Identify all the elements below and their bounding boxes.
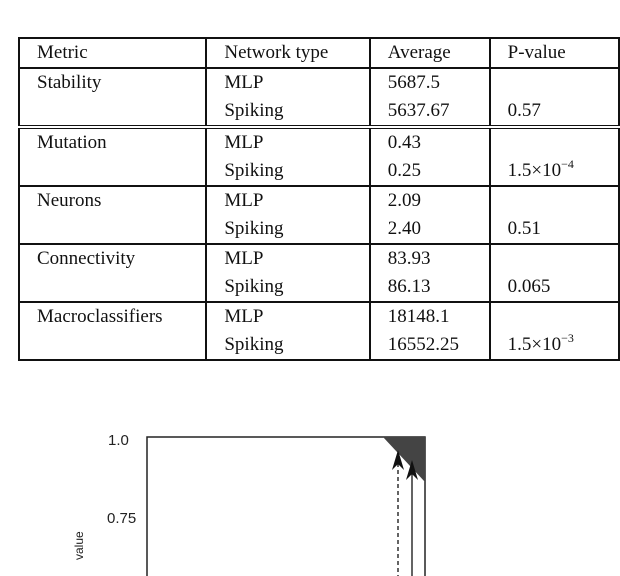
network-type-cell-text: Spiking — [224, 276, 284, 297]
p-value-cell-text: 0.51 — [507, 218, 541, 239]
header-network-type: Network type — [206, 38, 369, 68]
metric-cell-text: Macroclassifiers — [37, 306, 163, 327]
p-value-cell-text: 0.065 — [507, 276, 551, 297]
p-value-cell-text: 1.5×10 — [507, 334, 562, 355]
y-axis-label: value — [72, 531, 86, 560]
average-cell-text: 0.43 — [387, 132, 422, 153]
average-cell-text: 5687.5 — [387, 72, 441, 93]
header-metric: Metric — [19, 38, 206, 68]
average-cell-text: 18148.1 — [387, 306, 450, 327]
average-cell-text: 86.13 — [387, 276, 431, 297]
average-cell-text: 83.93 — [387, 248, 431, 269]
header-average: Average — [370, 38, 490, 68]
p-value-exponent: −3 — [561, 331, 574, 345]
network-type-cell-text: MLP — [224, 306, 264, 327]
network-type-cell-text: Spiking — [224, 218, 284, 239]
metric-cell-text: Stability — [37, 72, 102, 93]
average-cell-text: 0.25 — [387, 160, 422, 181]
metric-cell-text: Connectivity — [37, 248, 136, 269]
network-type-cell-text: Spiking — [224, 160, 284, 181]
p-value-exponent: −4 — [561, 157, 574, 171]
network-type-cell-text: MLP — [224, 248, 264, 269]
network-type-cell-text: Spiking — [224, 334, 284, 355]
p-value-cell-text: 1.5×10 — [507, 160, 562, 181]
metric-cell-text: Neurons — [37, 190, 102, 211]
header-p-value: P-value — [490, 38, 619, 68]
network-type-cell-text: Spiking — [224, 100, 284, 121]
average-cell-text: 16552.25 — [387, 334, 460, 355]
plot-area — [147, 437, 425, 576]
average-cell-text: 5637.67 — [387, 100, 450, 121]
y-tick-1: 1.0 — [108, 432, 129, 449]
metric-cell-text: Mutation — [37, 132, 107, 153]
y-tick-075: 0.75 — [107, 510, 137, 527]
p-value-cell-text: 0.57 — [507, 100, 541, 121]
average-cell-text: 2.40 — [387, 218, 422, 239]
average-cell-text: 2.09 — [387, 190, 422, 211]
network-type-cell-text: MLP — [224, 72, 264, 93]
network-type-cell-text: MLP — [224, 190, 264, 211]
network-type-cell-text: MLP — [224, 132, 264, 153]
